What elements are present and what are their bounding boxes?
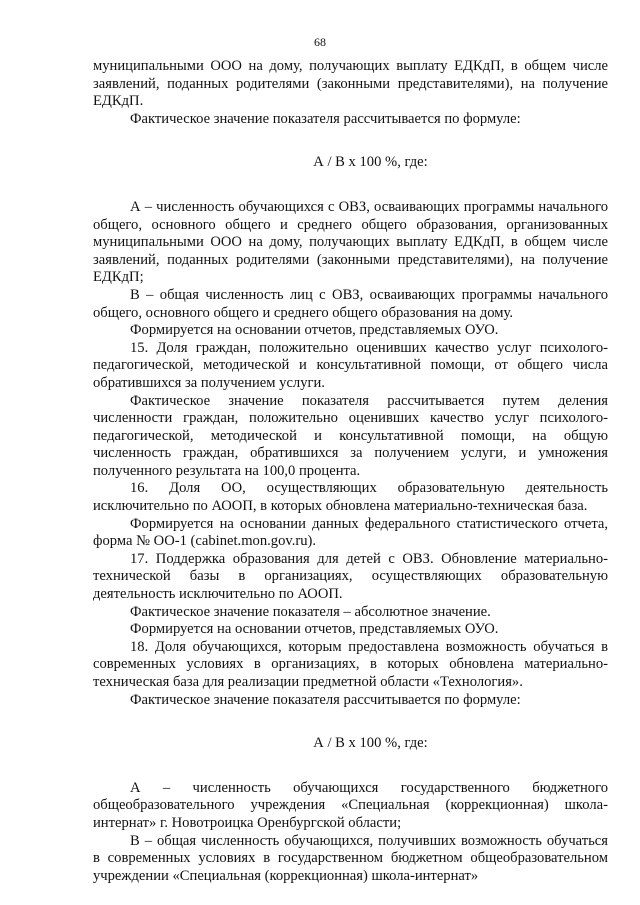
paragraph-definition-b: В – общая численность обучающихся, получивших возможность обучаться в современных условиях в государственном бюджетном общеобразовательном учреждении «Специальная (коррекционная) школа-интернат» bbox=[93, 832, 608, 884]
paragraph-formula-intro: Фактическое значение показателя рассчитывается по формуле: bbox=[130, 691, 521, 708]
paragraph-definition-b: В – общая численность лиц с ОВЗ, осваивающих программы начального общего, основного общего и среднего общего образования на дому. bbox=[93, 286, 608, 321]
paragraph-definition-a: А – численность обучающихся с ОВЗ, осваивающих программы начального общего, основного общего и среднего общего образования, организованных муниципальными ООО на дому, получающих выплату ЕДКдП, в общем числе заявлений, поданных родителями (законными представителями), на получение ЕДКдП; bbox=[93, 198, 608, 286]
page-number: 68 bbox=[314, 35, 326, 49]
paragraph-item-15: 15. Доля граждан, положительно оценивших качество услуг психолого-педагогической, методической и консультативной помощи, от общего числа обратившихся за получением услуги. bbox=[93, 339, 608, 391]
paragraph-continuation: муниципальными ООО на дому, получающих выплату ЕДКдП, в общем числе заявлений, поданных родителями (законными представителями), на получение ЕДКдП. bbox=[93, 58, 608, 110]
paragraph-item-18: 18. Доля обучающихся, которым предоставлена возможность обучаться в современных условиях в организациях, в которых обновлена материально-техническая база для реализации предметной области «Технология». bbox=[93, 638, 608, 690]
paragraph-item-16: 16. Доля ОО, осуществляющих образовательную деятельность исключительно по АООП, в которых обновлена материально-техническая база. bbox=[93, 480, 608, 515]
paragraph-calculation: Фактическое значение показателя рассчитывается путем деления численности граждан, положительно оценивших качество услуг психолого-педагогической, методической и консультативной помощи, на общую численность граждан, обратившихся за получением услуги, и умножения полученного результата на 100,0 процента. bbox=[93, 392, 608, 479]
document-body bbox=[93, 58, 608, 885]
paragraph-source: Формируется на основании отчетов, представляемых ОУО. bbox=[130, 322, 499, 339]
formula: А / В x 100 %, где: bbox=[313, 735, 428, 752]
paragraph-item-17: 17. Поддержка образования для детей с ОВЗ. Обновление материально-технической базы в организациях, осуществляющих образовательную деятельность исключительно по АООП. bbox=[93, 550, 608, 603]
formula: А / В x 100 %, где: bbox=[313, 154, 428, 171]
paragraph-value-type: Фактическое значение показателя – абсолютное значение. bbox=[130, 603, 491, 620]
paragraph-definition-a: А – численность обучающихся государственного бюджетного общеобразовательного учреждения «Специальная (коррекционная) школа-интернат» г. Новотроицка Оренбургской области; bbox=[93, 779, 608, 831]
paragraph-formula-intro: Фактическое значение показателя рассчитывается по формуле: bbox=[130, 110, 521, 127]
paragraph-source: Формируется на основании данных федерального статистического отчета, форма № ОО-1 (cabinet.mon.gov.ru). bbox=[93, 515, 608, 550]
paragraph-source: Формируется на основании отчетов, представляемых ОУО. bbox=[130, 621, 499, 638]
